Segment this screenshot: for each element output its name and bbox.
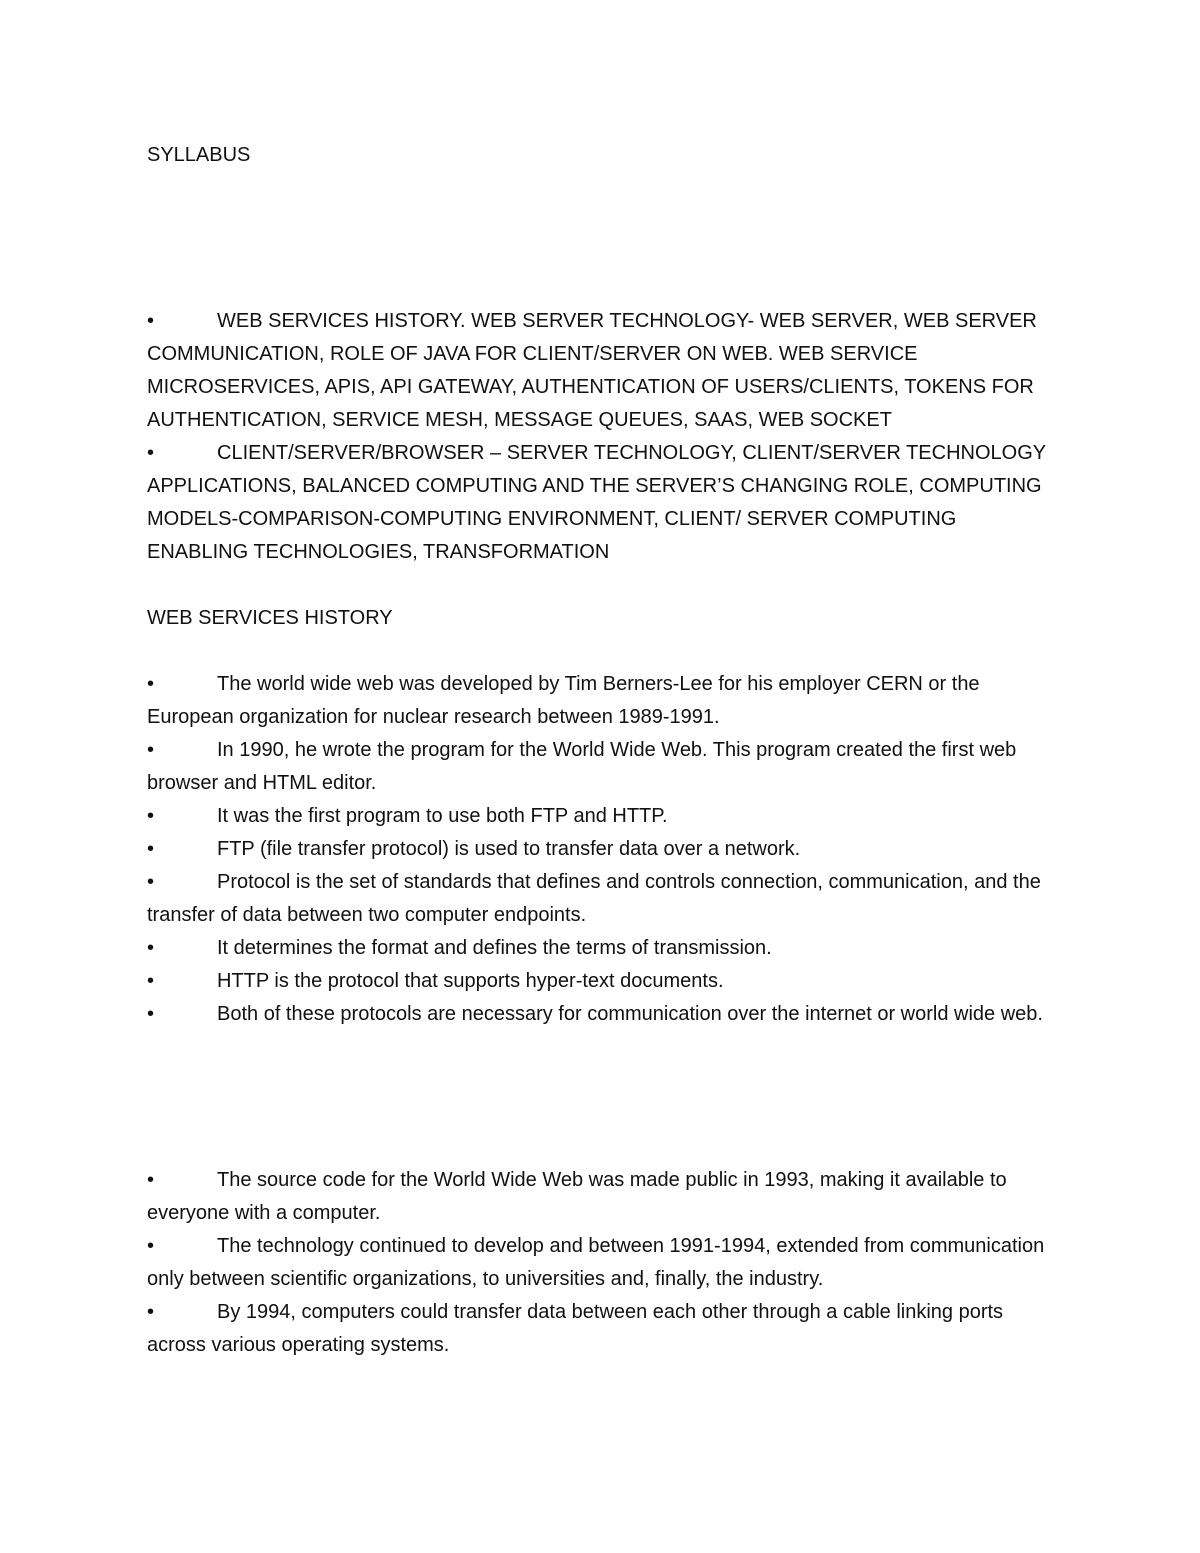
list-item: • In 1990, he wrote the program for the World Wide Web. This program created the first web browser and HTML editor.: [147, 734, 1057, 800]
bullet-icon: •: [147, 310, 155, 332]
syllabus-title: SYLLABUS: [147, 144, 251, 166]
bullet-icon: •: [147, 970, 155, 992]
bullet-icon: •: [147, 1169, 155, 1191]
list-item: • It was the first program to use both FTP and HTTP.: [147, 800, 1057, 833]
bullet-icon: •: [147, 1301, 155, 1323]
list-item: • The source code for the World Wide Web was made public in 1993, making it available to everyone with a computer.: [147, 1164, 1057, 1230]
history-list-b: [147, 1164, 1057, 1362]
bullet-icon: •: [147, 1003, 155, 1025]
bullet-icon: •: [147, 838, 155, 860]
list-item: • It determines the format and defines the terms of transmission.: [147, 932, 1057, 965]
bullet-icon: •: [147, 871, 155, 893]
bullet-icon: •: [147, 805, 155, 827]
history-list-a: [147, 668, 1057, 1031]
bullet-icon: •: [147, 937, 155, 959]
history-title: WEB SERVICES HISTORY: [147, 607, 393, 629]
bullet-icon: •: [147, 673, 155, 695]
list-item: • Both of these protocols are necessary for communication over the internet or world wide web.: [147, 998, 1057, 1031]
list-item: • FTP (file transfer protocol) is used to transfer data over a network.: [147, 833, 1057, 866]
list-item: • Protocol is the set of standards that defines and controls connection, communication, and the transfer of data between two computer endpoints.: [147, 866, 1057, 932]
document-page: [147, 0, 1057, 1553]
syllabus-list: [147, 305, 1057, 569]
syllabus-item: • WEB SERVICES HISTORY. WEB SERVER TECHNOLOGY- WEB SERVER, WEB SERVER COMMUNICATION, ROLE OF JAVA FOR CLIENT/SERVER ON WEB. WEB SERVICE MICROSERVICES, APIS, API GATEWAY, AUTHENTICATION OF USERS/CLIENTS, TOKENS FOR AUTHENTICATION, SERVICE MESH, MESSAGE QUEUES, SAAS, WEB SOCKET: [147, 305, 1057, 437]
list-item: • By 1994, computers could transfer data between each other through a cable linking ports across various operating systems.: [147, 1296, 1057, 1362]
bullet-icon: •: [147, 739, 155, 761]
bullet-icon: •: [147, 442, 155, 464]
syllabus-item: • CLIENT/SERVER/BROWSER – SERVER TECHNOLOGY, CLIENT/SERVER TECHNOLOGY APPLICATIONS, BALANCED COMPUTING AND THE SERVER’S CHANGING ROLE, COMPUTING MODELS-COMPARISON-COMPUTING ENVIRONMENT, CLIENT/ SERVER COMPUTING ENABLING TECHNOLOGIES, TRANSFORMATION: [147, 437, 1057, 569]
bullet-icon: •: [147, 1235, 155, 1257]
list-item: • The technology continued to develop and between 1991-1994, extended from communication only between scientific organizations, to universities and, finally, the industry.: [147, 1230, 1057, 1296]
list-item: • The world wide web was developed by Tim Berners-Lee for his employer CERN or the European organization for nuclear research between 1989-1991.: [147, 668, 1057, 734]
list-item: • HTTP is the protocol that supports hyper-text documents.: [147, 965, 1057, 998]
